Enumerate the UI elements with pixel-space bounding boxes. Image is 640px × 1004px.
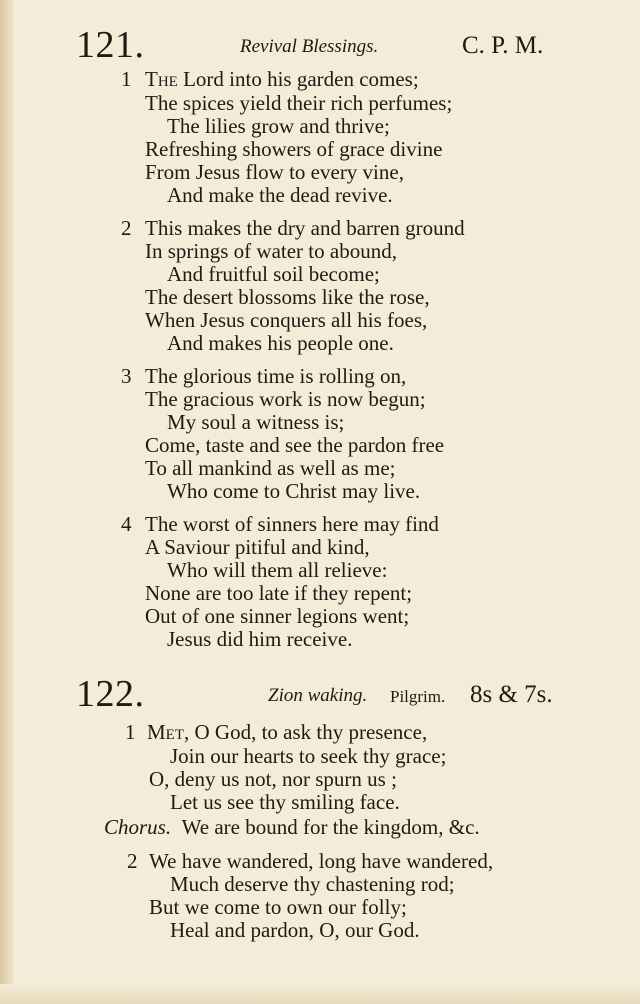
verse-line: And makes his people one. (167, 331, 394, 355)
verse-line: Refreshing showers of grace divine (145, 137, 443, 161)
page-edge (0, 0, 14, 1004)
verse-line: And fruitful soil become; (167, 262, 380, 286)
verse-first-rest: , O God, to ask thy presence, (184, 720, 428, 744)
hymn-121-header (0, 23, 640, 67)
verse-line: When Jesus conquers all his foes, (145, 308, 428, 332)
verse-line: Heal and pardon, O, our God. (170, 918, 420, 942)
verse-line: The spices yield their rich perfumes; (145, 91, 453, 115)
chorus-label: Chorus. (104, 815, 172, 839)
verse-line: Come, taste and see the pardon free (145, 433, 445, 457)
verse-first-word: Met (147, 720, 184, 744)
verse-line: The gracious work is now begun; (145, 387, 426, 411)
verse-first-rest: Lord into his garden comes; (183, 67, 419, 91)
verse-line: From Jesus flow to every vine, (145, 160, 404, 184)
verse-line: Let us see thy smiling face. (170, 790, 400, 814)
verse-line: My soul a witness is; (167, 410, 345, 434)
verse-number: 1 (125, 720, 136, 744)
verse-line: Out of one sinner legions went; (145, 604, 410, 628)
verse-line: But we come to own our folly; (149, 895, 407, 919)
verse-line: O, deny us not, nor spurn us ; (149, 767, 397, 791)
chorus-text: We are bound for the kingdom, &c. (181, 815, 480, 839)
hymn-tune: Pilgrim. (390, 687, 446, 706)
verse-line: The desert blossoms like the rose, (145, 285, 430, 309)
verse-number: 4 (121, 512, 132, 536)
hymn-number: 121. (76, 24, 145, 66)
verse-number: 2 (121, 216, 132, 240)
hymn-title: Revival Blessings. (240, 36, 379, 57)
verse-line (145, 67, 419, 91)
verse-line: Much deserve thy chastening rod; (170, 872, 455, 896)
verse-number: 2 (127, 849, 138, 873)
verse-line: Who will them all relieve: (167, 558, 388, 582)
verse-line: Join our hearts to seek thy grace; (170, 744, 447, 768)
verse-line: The worst of sinners here may find (145, 512, 439, 536)
verse-line: None are too late if they repent; (145, 581, 413, 605)
verse-line: The glorious time is rolling on, (145, 364, 407, 388)
verse-line: We have wandered, long have wandered, (149, 849, 494, 873)
verse-line: And make the dead revive. (167, 183, 393, 207)
verse-line: This makes the dry and barren ground (145, 216, 465, 240)
hymn-title: Zion waking. (268, 685, 368, 706)
hymn-meter: 8s & 7s. (470, 681, 553, 708)
hymn-122-header (0, 672, 640, 716)
verse-line (147, 720, 427, 744)
verse-first-word: The (145, 67, 178, 91)
verse-line: In springs of water to abound, (145, 239, 397, 263)
chorus-line (104, 815, 480, 839)
page-bottom-shadow (0, 984, 640, 1004)
verse-number: 1 (121, 67, 132, 91)
verse-line: Jesus did him receive. (167, 627, 353, 651)
hymn-number: 122. (76, 673, 145, 715)
verse-line: To all mankind as well as me; (145, 456, 396, 480)
verse-number: 3 (121, 364, 132, 388)
verse-line: A Saviour pitiful and kind, (145, 535, 370, 559)
verse-line: The lilies grow and thrive; (167, 114, 390, 138)
verse-line: Who come to Christ may live. (167, 479, 421, 503)
hymn-meter: C. P. M. (462, 32, 544, 59)
